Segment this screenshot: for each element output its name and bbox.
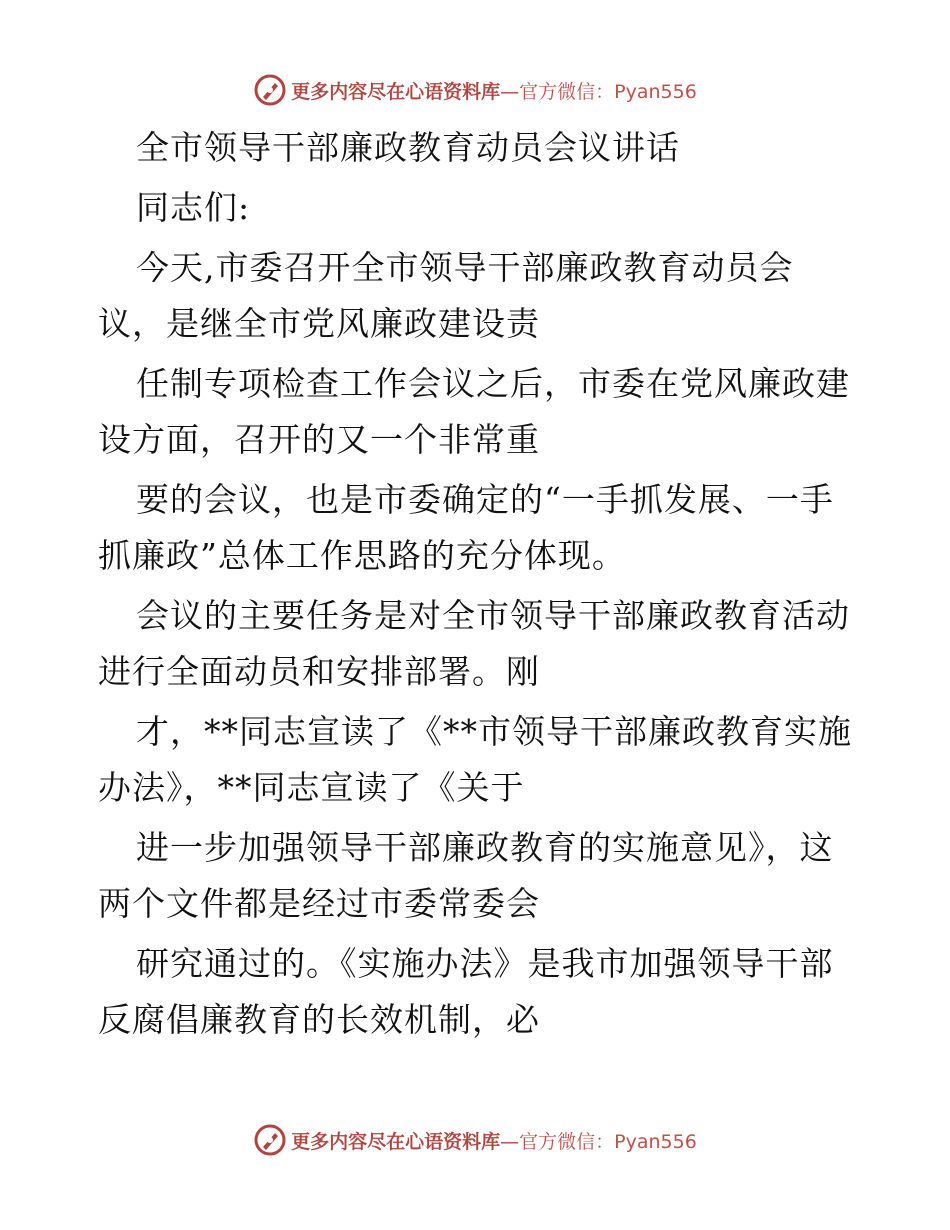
paragraph-line: 议，是继全市党风廉政建设责: [98, 304, 540, 343]
footer-banner-wechat: 官方微信：Pyan556: [519, 1130, 697, 1153]
footer-banner-cn: 更多内容尽在心语资料库: [291, 1130, 501, 1153]
paragraph-line: 两个文件都是经过市委常委会: [98, 884, 540, 923]
paragraph-line: 研究通过的。《实施办法》是我市加强领导干部: [136, 944, 834, 983]
paragraph-line: 设方面，召开的又一个非常重: [98, 420, 540, 459]
footer-banner-text: [291, 1127, 697, 1154]
pen-logo-icon: [253, 73, 287, 107]
document-title: 全市领导干部廉政教育动员会议讲话: [136, 128, 680, 167]
header-banner-sep: —: [500, 80, 520, 103]
footer-banner: [0, 1120, 950, 1160]
header-banner-cn: 更多内容尽在心语资料库: [291, 80, 501, 103]
paragraph-line: 办法》，**同志宣读了《关于: [98, 768, 525, 807]
paragraph-line: 才，**同志宣读了《**市领导干部廉政教育实施: [136, 712, 852, 751]
header-banner-wechat: 官方微信：Pyan556: [519, 80, 697, 103]
paragraph-line: 今天,市委召开全市领导干部廉政教育动员会: [136, 248, 794, 287]
paragraph-line: 任制专项检查工作会议之后，市委在党风廉政建: [136, 364, 850, 403]
paragraph-line: 抓廉政”总体工作思路的充分体现。: [98, 536, 626, 575]
pen-logo-icon: [253, 1123, 287, 1157]
paragraph-line: 要的会议，也是市委确定的“一手抓发展、一手: [136, 480, 834, 519]
paragraph-line: 反腐倡廉教育的长效机制，必: [98, 1000, 540, 1039]
paragraph-line: 进一步加强领导干部廉政教育的实施意见》，这: [136, 828, 834, 867]
footer-banner-sep: —: [500, 1130, 520, 1153]
salutation: 同志们:: [136, 188, 251, 227]
paragraph-line: 会议的主要任务是对全市领导干部廉政教育活动: [136, 596, 850, 635]
header-banner-text: [291, 77, 697, 104]
paragraph-line: 进行全面动员和安排部署。刚: [98, 652, 540, 691]
header-banner: [0, 70, 950, 110]
